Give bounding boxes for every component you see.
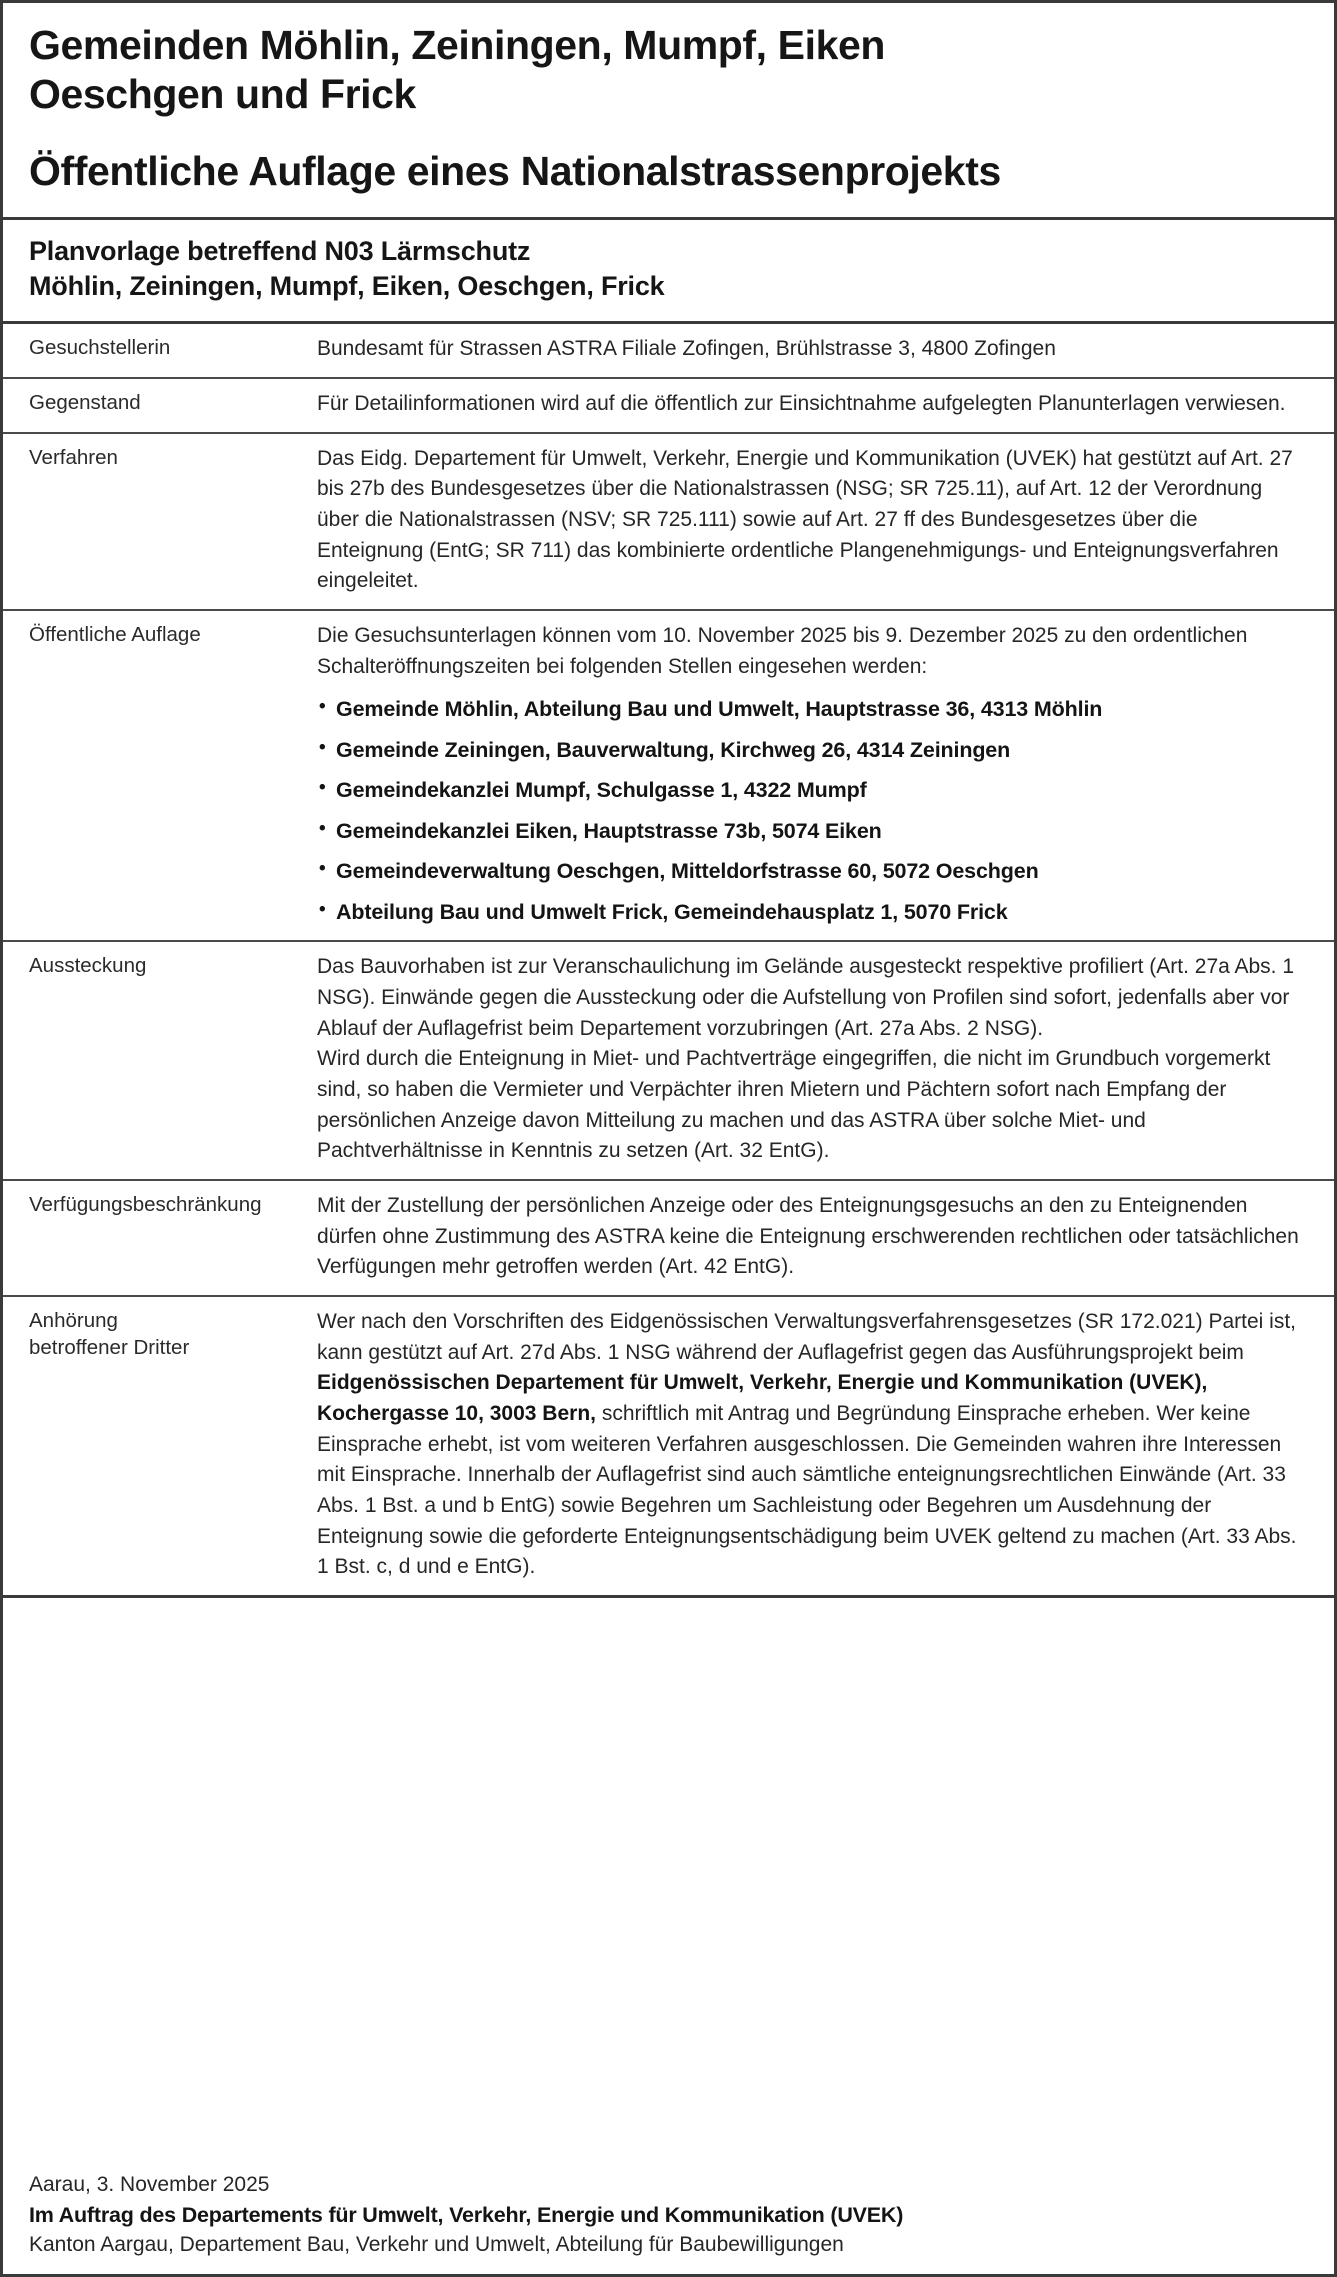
list-item: • Abteilung Bau und Umwelt Frick, Gemeindehausplatz 1, 5070 Frick: [317, 899, 1308, 927]
notice-header: [3, 3, 1334, 220]
table-row-aussteckung: [3, 942, 1334, 1181]
row-paragraph: Für Detailinformationen wird auf die öffentlich zur Einsichtnahme aufgelegten Planunterlagen verwiesen.: [317, 392, 1286, 416]
row-label: Verfahren: [29, 445, 118, 469]
row-paragraph: Mit der Zustellung der persönlichen Anzeige oder des Enteignungsgesuchs an den zu Enteignenden dürfen ohne Zustimmung des ASTRA keine die Enteignung erschwerenden rechtlichen oder tatsächlichen Verfügungen mehr getroffen werden (Art. 42 EntG).: [317, 1193, 1299, 1279]
row-label-line-1: Anhörung: [29, 1308, 118, 1332]
notice-footer: [3, 2158, 1334, 2274]
page-title-line-1: Gemeinden Möhlin, Zeiningen, Mumpf, Eiken: [29, 22, 886, 68]
table-row-gegenstand: [3, 379, 1334, 434]
row-label-line-2: betroffener Dritter: [29, 1335, 190, 1359]
notice-detail-table: [3, 324, 1334, 2157]
row-body: [317, 444, 1308, 597]
row-body: [317, 1307, 1308, 1583]
row-label: [29, 1307, 317, 1361]
row-body: [317, 334, 1308, 365]
table-row-verfuegungsbeschraenkung: [3, 1181, 1334, 1297]
project-subtitle-line-1: Planvorlage betreffend N03 Lärmschutz: [29, 235, 531, 266]
row-label: Aussteckung: [29, 954, 147, 978]
row-label: Öffentliche Auflage: [29, 622, 201, 646]
list-item: • Gemeinde Zeiningen, Bauverwaltung, Kirchweg 26, 4314 Zeiningen: [317, 737, 1308, 765]
row-paragraph: Das Bauvorhaben ist zur Veranschaulichung im Gelände ausgesteckt respektive profiliert (Art. 27a Abs. 1 NSG). Einwände gegen die Aussteckung oder die Aufstellung von Profilen sind sofort, jedenfalls aber vor Ablauf der Auflagefrist beim Departement vorzubringen (Art. 27a Abs. 2 NSG).: [317, 955, 1295, 1040]
row-paragraph: Die Gesuchsunterlagen können vom 10. November 2025 bis 9. Dezember 2025 zu den ordentlichen Schalteröffnungszeiten bei folgenden Stellen eingesehen werden:: [317, 623, 1248, 678]
row-paragraph: [317, 1307, 1308, 1583]
row-paragraph: Bundesamt für Strassen ASTRA Filiale Zofingen, Brühlstrasse 3, 4800 Zofingen: [317, 337, 1056, 361]
footer-place-date: Aarau, 3. November 2025: [29, 2172, 270, 2196]
table-row-verfahren: [3, 434, 1334, 611]
project-subtitle: [3, 220, 1334, 325]
inspection-locations-list: [317, 696, 1308, 926]
row-body: [317, 952, 1308, 1167]
row-body: [317, 621, 1308, 928]
table-row-gesuchstellerin: [3, 324, 1334, 379]
page-title: [29, 21, 1308, 119]
row-body: [317, 1191, 1308, 1283]
row-label: Gesuchstellerin: [29, 336, 171, 360]
row-label: Gegenstand: [29, 391, 141, 415]
list-item: • Gemeinde Möhlin, Abteilung Bau und Umwelt, Hauptstrasse 36, 4313 Möhlin: [317, 696, 1308, 724]
page-title-line-2: Oeschgen und Frick: [29, 71, 416, 118]
row-paragraph: Das Eidg. Departement für Umwelt, Verkehr, Energie und Kommunikation (UVEK) hat gestützt auf Art. 27 bis 27b des Bundesgesetzes über die Nationalstrassen (NSG; SR 725.11), auf Art. 12 der Verordnung über die Nationalstrassen (NSV; SR 725.111) sowie auf Art. 27 ff des Bundesgesetzes über die Enteignung (EntG; SR 711) das kombinierte ordentliche Plangenehmigungs- und Enteignungsverfahren eingeleitet.: [317, 446, 1293, 593]
footer-authority: Kanton Aargau, Departement Bau, Verkehr und Umwelt, Abteilung für Baubewilligungen: [29, 2233, 844, 2257]
objection-text-part-1: Wer nach den Vorschriften des Eidgenössischen Verwaltungsverfahrensgesetzes (SR 172.021) Partei ist, kann gestützt auf Art. 27d Abs. 1 NSG während der Auflagefrist gegen das Ausführungsprojekt beim: [317, 1309, 1296, 1364]
row-label: Verfügungsbeschränkung: [29, 1192, 262, 1216]
objection-authority-address: Eidgenössischen Departement für Umwelt, Verkehr, Energie und Kommunikation (UVEK), Kochergasse 10, 3003 Bern,: [317, 1371, 1208, 1425]
row-paragraph: Wird durch die Enteignung in Miet- und Pachtverträge eingegriffen, die nicht im Grundbuch vorgemerkt sind, so haben die Vermieter und Verpächter ihren Mietern und Pächtern sofort nach Empfang der persönlichen Anzeige davon Mitteilung zu machen und das ASTRA über solche Miet- und Pachtverhältnisse in Kenntnis zu setzen (Art. 32 EntG).: [317, 1047, 1271, 1163]
page-subtitle-heading: Öffentliche Auflage eines Nationalstrassenprojekts: [29, 148, 1001, 195]
objection-text-part-2: schriftlich mit Antrag und Begründung Einsprache erheben. Wer keine Einsprache erhebt, ist vom weiteren Verfahren ausgeschlossen. Die Gemeinden wahren ihre Interessen mit Einsprache. Innerhalb der Auflagefrist sind auch sämtliche enteignungsrechtlichen Einwände (Art. 33 Abs. 1 Bst. a und b EntG) sowie Begehren um Sachleistung oder Begehren um Ausdehnung der Enteignung sowie die geforderte Enteignungsentschädigung beim UVEK geltend zu machen (Art. 33 Abs. 1 Bst. c, d und e EntG).: [317, 1401, 1297, 1579]
project-subtitle-line-2: Möhlin, Zeiningen, Mumpf, Eiken, Oeschgen, Frick: [29, 271, 665, 302]
table-row-anhoerung: [3, 1297, 1334, 1598]
row-body: [317, 389, 1308, 420]
list-item: • Gemeindekanzlei Eiken, Hauptstrasse 73b, 5074 Eiken: [317, 818, 1308, 846]
footer-signature: Im Auftrag des Departements für Umwelt, Verkehr, Energie und Kommunikation (UVEK): [29, 2202, 904, 2227]
table-row-oeffentliche-auflage: [3, 611, 1334, 942]
list-item: • Gemeindekanzlei Mumpf, Schulgasse 1, 4322 Mumpf: [317, 777, 1308, 805]
list-item: • Gemeindeverwaltung Oeschgen, Mitteldorfstrasse 60, 5072 Oeschgen: [317, 858, 1308, 886]
